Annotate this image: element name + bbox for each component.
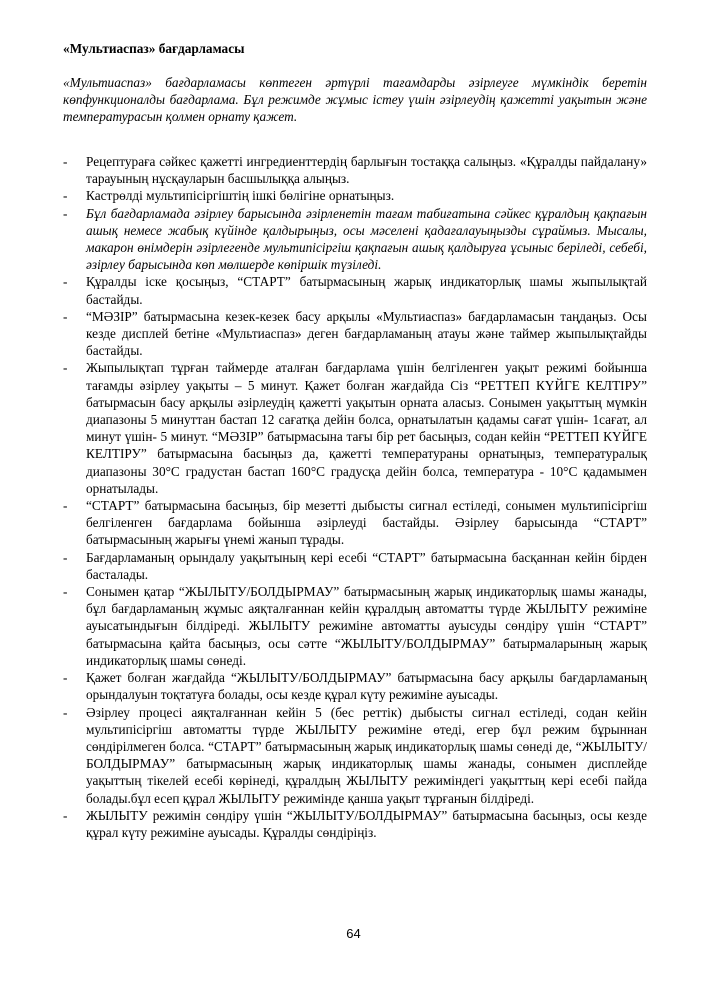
list-item-text: Кастрөлді мультипісіргіштің ішкі бөлігіне орнатыңыз. bbox=[86, 188, 395, 204]
bullet-dash: - bbox=[63, 704, 68, 720]
list-item-text: Жыпылықтап тұрған таймерде аталған бағдарлама үшін белгіленген уақыт режимі бойынша тағамды әзірлеу уақыты – 5 минут. Қажет болған жағдайда Сіз “РЕТТЕП КҮЙГЕ КЕЛТІРУ” батырмасын басу арқылы әзірлеудің қажетті уақытын орната аласыз. Сонымен уақыттың мүмкін диапазоны 5 минуттан бастап 12 сағатқа дейін болса, орнатылатын қадамы сағат үшін- 1сағат, ал минут үшін- 5 минут. “МӘЗІР” батырмасына тағы бір рет басыңыз, содан кейін “РЕТТЕП КҮЙГЕ КЕЛТІРУ” батырмасына басыңыз да, қажетті температураны орнатыңыз, температуралық диапазоны 30°С градустан бастап 160°С градусқа дейін болса, температура - 10°С қадамымен орнатылады. bbox=[86, 360, 647, 496]
list-item-text: “МӘЗІР” батырмасына кезек-кезек басу арқылы «Мультиаспаз» бағдарламасын таңдаңыз. Осы кезде дисплей бетіне «Мультиаспаз» деген бағдарламаның атауы және таймер жыпылықтайды бастайды. bbox=[86, 308, 647, 359]
page-number: 64 bbox=[346, 926, 361, 941]
list-item-text: Қажет болған жағдайда “ЖЫЛЫТУ/БОЛДЫРМАУ” батырмасына басу арқылы бағдарламаның орындалуын тоқтатуға болады, осы кезде құрал күту режиміне ауысады. bbox=[86, 670, 647, 703]
intro-paragraph: «Мультиаспаз» бағдарламасы көптеген әртүрлі тағамдарды әзірлеуге мүмкіндік беретін көпфункционалды бағдарлама. Бұл режимде жұмыс істеу үшін әзірлеудің қажетті уақытын және температурасын қолмен орнату қажет. bbox=[63, 75, 647, 124]
list-item-text: Бұл бағдарламада әзірлеу барысында әзірленетін тағам табиғатына сәйкес құралдың қақпағын ашық немесе жабық күйінде қалдырыңыз, осы мәселені қадағалауыңызды сұраймыз. Мысалы, макарон өнімдерін әзірлегенде мультипісіргіш қақпағын ашық қалдыруға ұсыныс беріледі, себебі, әзірлеу барысында көп мөлшерде көпіршік түзіледі. bbox=[86, 205, 647, 273]
list-item-text: Құралды іске қосыңыз, “СТАРТ” батырмасының жарық индикаторлық шамы жыпылықтай бастайды. bbox=[86, 274, 647, 307]
list-item bbox=[63, 308, 647, 360]
bullet-dash: - bbox=[63, 154, 68, 169]
list-item-text: Сонымен қатар “ЖЫЛЫТУ/БОЛДЫРМАУ” батырмасының жарық индикаторлық шамы жанады, бұл бағдарламаның жұмыс аяқталғаннан кейін құралдың автоматты түрде ЖЫЛЫТУ режиміне ауысатындығын білдіреді. ЖЫЛЫТУ режиміне автоматты ауысуды сөндіру үшін “СТАРТ” батырмасына қайта басыңыз, осы сәтте “ЖЫЛЫТУ/БОЛДЫРМАУ” батырмаларының жарық индикаторлық шамы сөнеді. bbox=[86, 584, 647, 668]
list-item-text: Рецептураға сәйкес қажетті ингредиенттердің барлығын тостаққа салыңыз. «Құралды пайдалану» тарауының нұсқауларын басшылыққа алыңыз. bbox=[86, 154, 647, 187]
list-item-text: Әзірлеу процесі аяқталғаннан кейін 5 (бес реттік) дыбысты сигнал естіледі, содан кейін мультипісіргіш автоматты түрде ЖЫЛЫТУ режиміне өтеді, егер бұл режим бұрыннан сөндірілмеген болса. “СТАРТ” батырмасының жарық индикаторлық шамы сөнеді де, “ЖЫЛЫТУ/БОЛДЫРМАУ” батырмасының жарық индикаторлық шамы жанады, сонымен дисплейде уақыттың тікелей есебі көрінеді, құралдың ЖЫЛЫТУ режиміндегі уақыттың кері есебі пайда болады.бұл есеп құрал ЖЫЛЫТУ режимінде қанша уақыт тұрғанын білдіреді. bbox=[86, 704, 647, 806]
list-item-text: “СТАРТ” батырмасына басыңыз, бір мезетті дыбысты сигнал естіледі, сонымен мультипісіргіш белгіленген бағдарлама бойынша әзірлеуді бастайды. Әзірлеу барысында “СТАРТ” батырмасының жарығы үнемі жанып тұрады. bbox=[86, 498, 647, 548]
list-item-text: Бағдарламаның орындалу уақытының кері есебі “СТАРТ” батырмасына басқаннан кейін бірден басталады. bbox=[86, 549, 647, 582]
list-item bbox=[63, 205, 647, 274]
bullet-dash: - bbox=[63, 188, 68, 204]
list-item bbox=[63, 497, 647, 549]
list-item bbox=[63, 549, 647, 583]
bullet-dash: - bbox=[63, 549, 68, 565]
bullet-dash: - bbox=[63, 360, 68, 376]
list-item bbox=[63, 153, 647, 187]
list-item bbox=[63, 187, 647, 204]
list-item bbox=[63, 807, 647, 841]
list-item-text: ЖЫЛЫТУ режимін сөндіру үшін “ЖЫЛЫТУ/БОЛДЫРМАУ” батырмасына басыңыз, осы кезде құрал күту режиміне ауысады. Құралды сөндіріңіз. bbox=[86, 807, 647, 840]
bullet-dash: - bbox=[63, 670, 68, 686]
list-item bbox=[63, 359, 647, 497]
list-item bbox=[63, 273, 647, 307]
bullet-dash: - bbox=[63, 584, 68, 600]
bullet-dash: - bbox=[63, 274, 68, 290]
section-title: «Мультиаспаз» бағдарламасы bbox=[63, 41, 245, 56]
instruction-list bbox=[63, 153, 647, 841]
bullet-dash: - bbox=[63, 308, 68, 324]
list-item bbox=[63, 704, 647, 807]
bullet-dash: - bbox=[63, 498, 68, 514]
list-item bbox=[63, 669, 647, 703]
bullet-dash: - bbox=[63, 807, 68, 823]
bullet-dash: - bbox=[63, 205, 68, 221]
document-body bbox=[63, 40, 647, 841]
list-item bbox=[63, 583, 647, 669]
